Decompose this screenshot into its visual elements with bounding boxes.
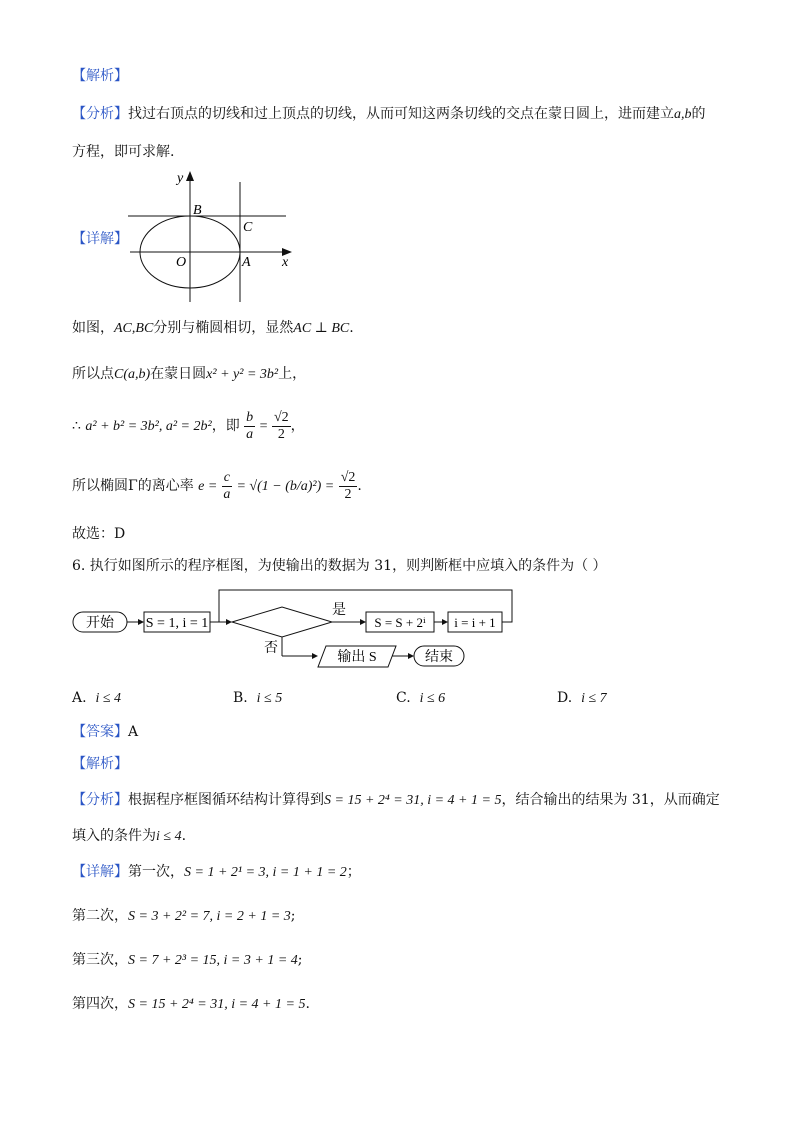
math-segment: S = 15 + 2⁴ = 31, i = 4 + 1 = 5: [324, 793, 502, 808]
math-segment: a² + b² = 3b², a² = 2b²: [85, 419, 212, 434]
step-equation: S = 1 + 2¹ = 3, i = 1 + 1 = 2: [184, 865, 347, 880]
end-label: 结束: [425, 650, 453, 665]
denominator: 2: [277, 426, 285, 442]
analysis-line-1: [72, 104, 706, 125]
fraction-root2-over-2: [272, 410, 291, 443]
flowchart: [70, 586, 520, 678]
detail-6-step-4: [72, 994, 310, 1015]
denominator: 2: [344, 486, 352, 502]
detail-tag-5: 【详解】: [72, 231, 128, 247]
yes-label: 是: [332, 603, 346, 618]
question-6-stem: 6. 执行如图所示的程序框图，为使输出的数据为 31，则判断框中应填入的条件为（ ）: [72, 558, 607, 574]
text-segment: .: [305, 996, 310, 1012]
answer-tag: 【答案】: [72, 724, 128, 740]
option-d: [557, 690, 607, 707]
text-segment: ，结合输出的结果为 31，从而确定: [501, 792, 720, 808]
option-expr: i ≤ 5: [256, 691, 283, 706]
init-label: S = 1, i = 1: [145, 616, 209, 631]
option-letter: B.: [233, 690, 248, 706]
text-segment: 根据程序框图循环结构计算得到: [128, 792, 324, 808]
text-segment: 分别与椭圆相切，显然: [153, 320, 294, 336]
option-expr: i ≤ 7: [581, 691, 607, 706]
answer-line-5: 故选：D: [72, 526, 126, 542]
detail-6-step-3: [72, 950, 303, 971]
denominator: a: [223, 486, 231, 502]
arrowhead: [312, 653, 318, 659]
option-expr: i ≤ 6: [419, 691, 446, 706]
label-O: O: [176, 255, 187, 270]
math-segment: e =: [198, 479, 218, 494]
text-segment: ；: [346, 864, 361, 880]
update-i-label: i = i + 1: [454, 615, 496, 630]
text-segment: .: [181, 828, 187, 844]
text-segment: 填入的条件为: [72, 828, 156, 844]
text-segment: ;: [290, 908, 296, 924]
analysis-tag: 【分析】: [72, 792, 128, 808]
analysis-line-2: 方程，即可求解.: [72, 144, 175, 160]
fraction-root2-over-2: [339, 470, 358, 503]
arrowhead: [138, 619, 144, 625]
arrowhead: [408, 653, 414, 659]
detail-tag: 【详解】: [72, 864, 128, 880]
detail-line-2: [72, 364, 306, 385]
option-b: [233, 690, 282, 707]
therefore-symbol: ∴: [72, 418, 81, 434]
step-equation: S = 3 + 2² = 7, i = 2 + 1 = 3: [128, 909, 291, 924]
label-C: C: [243, 220, 253, 235]
decision-diamond: [232, 607, 332, 637]
step-equation: S = 7 + 2³ = 15, i = 3 + 1 = 4: [128, 953, 298, 968]
text-segment: .: [357, 478, 362, 494]
label-x: x: [282, 255, 289, 270]
math-segment: AC ⊥ BC: [293, 321, 350, 336]
numerator: c: [223, 469, 231, 485]
step-label: 第二次，: [72, 908, 128, 924]
step-label: 第三次，: [72, 952, 128, 968]
numerator: b: [246, 409, 254, 425]
y-axis-arrow: [186, 171, 194, 181]
text-segment: ，即: [211, 418, 240, 434]
option-letter: A.: [72, 690, 87, 706]
text-segment: 如图，: [72, 320, 114, 336]
math-segment: i ≤ 4: [156, 829, 182, 844]
analysis-6-line-1: [72, 790, 720, 811]
update-s-label: S = S + 2ⁱ: [374, 615, 426, 630]
analysis-text: 找过右顶点的切线和过上顶点的切线，从而可知这两条切线的交点在蒙日圆上，进而建立: [128, 106, 674, 122]
answer-line-6: [72, 722, 138, 742]
analysis-text-end: 的: [691, 106, 706, 122]
option-c: [396, 690, 445, 707]
text-segment: 上，: [278, 366, 307, 382]
jiexi-tag-6: 【解析】: [72, 756, 128, 772]
math-segment: AC,BC: [114, 321, 154, 336]
math-segment: x² + y² = 3b²: [206, 367, 279, 382]
option-letter: C.: [396, 690, 411, 706]
text-segment: ，: [290, 418, 305, 434]
arrowhead: [360, 619, 366, 625]
text-segment: ;: [297, 952, 303, 968]
start-label: 开始: [86, 616, 114, 631]
option-expr: i ≤ 4: [95, 691, 122, 706]
step-equation: S = 15 + 2⁴ = 31, i = 4 + 1 = 5: [128, 997, 306, 1012]
detail-6-step-1: [72, 862, 361, 883]
analysis-tag: 【分析】: [72, 106, 128, 122]
text-segment: 所以椭圆Γ的离心率: [72, 478, 194, 494]
step-label: 第四次，: [72, 996, 128, 1012]
analysis-vars: a,b: [674, 107, 692, 122]
option-letter: D.: [557, 690, 573, 706]
math-segment: = √(1 − (b/a)²) =: [236, 479, 335, 494]
text-segment: 在蒙日圆: [150, 366, 207, 382]
detail-line-3: [72, 408, 305, 445]
arrowhead: [442, 619, 448, 625]
fraction-b-over-a: [244, 410, 255, 443]
jiexi-tag-5: 【解析】: [72, 68, 128, 84]
label-y: y: [177, 171, 184, 186]
detail-line-4: [72, 466, 362, 507]
numerator: √2: [340, 469, 356, 485]
math-segment: =: [259, 419, 268, 434]
fraction-c-over-a: [222, 470, 232, 503]
text-segment: 所以点: [72, 366, 114, 382]
text-segment: .: [349, 320, 354, 336]
detail-line-1: [72, 318, 354, 339]
denominator: a: [246, 426, 254, 442]
analysis-6-line-2: [72, 826, 186, 847]
step-label: 第一次，: [128, 864, 184, 880]
no-label: 否: [264, 641, 278, 656]
label-A: A: [242, 255, 251, 270]
option-a: [72, 690, 121, 707]
label-B: B: [193, 203, 202, 218]
math-segment: C(a,b): [114, 367, 151, 382]
detail-6-step-2: [72, 906, 296, 927]
numerator: √2: [273, 409, 289, 425]
answer-value: A: [128, 724, 139, 740]
output-label: 输出 S: [337, 650, 377, 665]
ellipse-figure: [120, 168, 300, 308]
